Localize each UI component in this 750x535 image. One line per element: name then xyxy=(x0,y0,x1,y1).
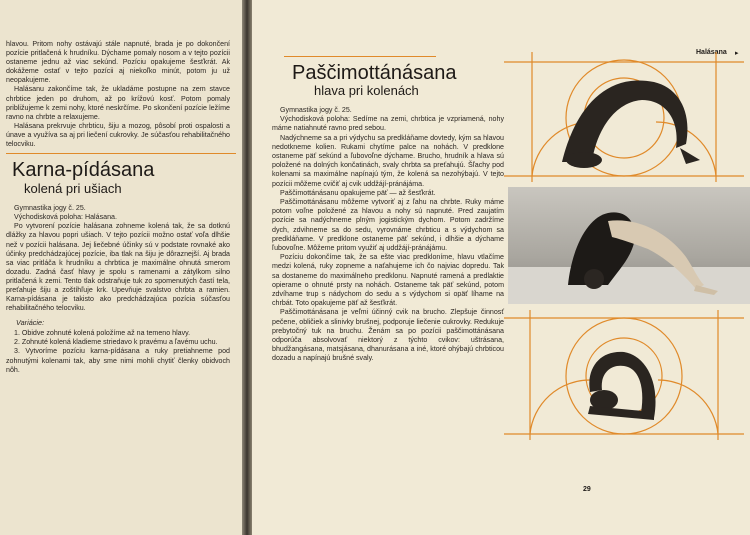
right-page xyxy=(252,0,750,535)
exercise-photo xyxy=(508,187,750,304)
right-paragraph-2: Východisková poloha: Sedíme na zemi, chrbtica je vzpriamená, nohy máme natiahnuté ravno pred sebou. xyxy=(272,115,504,133)
right-paragraph-3: Nadýchneme sa a pri výdychu sa predkláňame dovtedy, kým sa hlavou nedotkneme kolien. Rukami chytíme palce na nohách. V predklone ostaneme päť sekúnd a ľubovoľne dýchame. Brucho, hrudník a hlava sú položené na dolných končatinách, svaly chrbta sa preťahujú. Šľachy pod kolenami sa maximálne napínajú tým, že kolená sa nezohýbajú. V tejto pozícii môžeme cvičiť aj cvik uddžájí-pránájáma. xyxy=(272,133,504,188)
left-page xyxy=(0,0,242,535)
page-number: 29 xyxy=(583,486,591,493)
paschimottanasana-figure-icon xyxy=(504,310,744,440)
right-paragraph-5: Paščimottánásanu môžeme vytvoriť aj z ľahu na chrbte. Ruky máme potom voľne položené za hlavou a nohy sú napnuté. Pred zaujatím pozície sa nadýchneme plným jogistickým dychom. Potom zadržíme dych, zdvihneme sa do sedu, vyrovnáme chrbticu a s výdychom sa predkláňame. V predklone ostaneme päť sekúnd, i dlhšie a dýchame ľubovoľne. Môžeme pritom využiť aj uddžájí-pránájámu. xyxy=(272,198,504,253)
top-illustration xyxy=(504,52,744,182)
running-header: Halásana xyxy=(696,49,727,56)
left-intro-paragraph: hlavou. Pritom nohy ostávajú stále napnuté, brada je po dokončení pozície pritlačená k hrudníku. Dýchame pomaly nosom a v tejto pozícii ostaneme jednu až viac sekúnd. Pozíciu opakujeme šesťkrát. Ak dokážeme ostať v tejto pozícii aj niekoľko minút, potom ju už neopakujeme. xyxy=(6,40,230,85)
section-paragraph-1: Gymnastika jogy č. 25. xyxy=(14,204,86,213)
section-subtitle: kolená pri ušiach xyxy=(24,181,122,197)
photo-figure-icon xyxy=(508,187,750,304)
title-rule xyxy=(284,56,436,57)
left-paragraph-2: Halásanu zakončíme tak, že ukladáme postupne na zem stavce chrbtice jeden po druhom, až po krížovú kosť. Potom pomaly približujeme k zemi nohy, ktoré neskrčíme. Po skončení pozície ležíme ravno na chrbte a relaxujeme. xyxy=(6,85,230,121)
variation-3: 3. Vytvoríme pozíciu karna-pídásana a ruky pretiahneme pod zohnutými kolenami tak, aby sme nimi mohli chytiť členky obidvoch nôh. xyxy=(6,347,230,374)
right-paragraph-1: Gymnastika jogy č. 25. xyxy=(280,106,352,114)
section-rule xyxy=(6,153,236,154)
right-paragraph-4: Paščimottánásanu opakujeme päť — až šesťkrát. xyxy=(280,188,436,197)
right-paragraph-7: Paščimottánásana je veľmi účinný cvik na brucho. Zlepšuje činnosť pečene, obličiek a slinivky brušnej, podporuje liečenie cukrovky. Redukuje prebytočný tuk na bruchu. Ženám sa po pozícii paščimottánásana odporúča absolvovať niektorý z týchto cvikov: uštrásana, bhudžangásana, matsjásana, dhanurásana a iné, ktoré ohýbajú chrbticou dozadu a napínajú brušné svaly. xyxy=(272,308,504,363)
variation-2: 2. Zohnuté kolená kladieme striedavo k pravému a ľavému uchu. xyxy=(14,338,218,347)
book-gutter xyxy=(242,0,252,535)
section-title: Karna-pídásana xyxy=(12,159,155,182)
left-paragraph-3: Halásana prekrvuje chrbticu, šiju a mozog, pôsobí proti ospalosti a únave a využíva sa aj pri liečení cukrovky. Je súčasťou rehabilitačného telocviku. xyxy=(6,121,230,149)
section-paragraph-2: Východisková poloha: Halásana. xyxy=(14,213,117,222)
right-body-text xyxy=(272,106,504,364)
page-subtitle: hlava pri kolenách xyxy=(314,83,419,98)
header-arrow-icon: ▸ xyxy=(735,50,739,57)
halasana-figure-icon xyxy=(504,52,744,182)
section-paragraph-3: Po vytvorení pozície halásana zohneme kolená tak, že sa dotknú dlážky za hlavou popri ušiach. V tejto pozícii možno ostať voľa dlhšie než v pozícii halásana. Jej liečebné účinky sú v podstate rovnaké ako účinky predchádzajúcej pozície, iba tlak na šiju je dôraznejší. Aj brada sa viac pritláča k hrudníku a chrbtica je maximálne ohnutá smerom dozadu. Zadná časť hlavy je spolu s ramenami a zátylkom silno pritlačená k zemi. Tento tlak odstraňuje tuk zo spomenutých častí tela, preťahuje šiju a zoštíhľuje krk. Upevňuje svalstvo chrbta a ramien. Karna-pídásana je takisto ako predchádzajúca pozícia súčasťou rehabilitačného telocviku. xyxy=(6,222,230,313)
bottom-illustration xyxy=(504,310,744,440)
variation-1: 1. Obidve zohnuté kolená položíme až na temeno hlavy. xyxy=(14,329,191,338)
variations-heading: Variácie: xyxy=(16,318,45,328)
right-paragraph-6: Pozíciu dokončíme tak, že sa ešte viac predkloníme, hlavu vtlačíme medzi kolená, ruky zopneme a naťahujeme ich čo najviac dopredu. Tak sa dostaneme do maximálneho predklonu. Napnuté ramená a predlaktie opierame o ohnuté prsty na nohách. Ostaneme tak päť sekúnd, potom zdvíhame trup s nádychom do sedu a s výdychom si opäť líhame na chrbát. Toto opakujeme päť až šesťkrát. xyxy=(272,253,504,308)
page-title: Paščimottánásana xyxy=(292,62,457,84)
